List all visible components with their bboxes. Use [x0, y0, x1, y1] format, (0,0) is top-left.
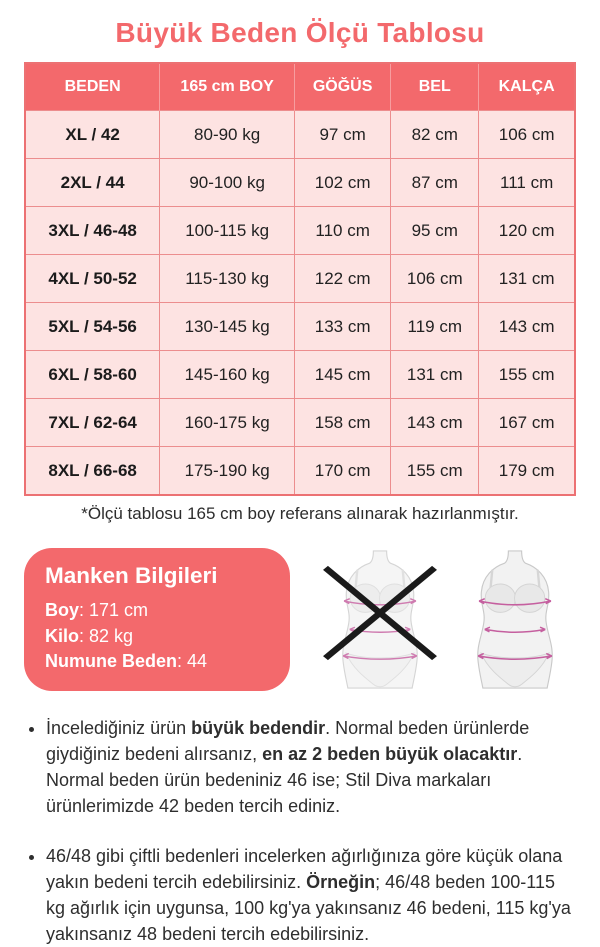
- value-cell: 131 cm: [391, 351, 479, 399]
- value-cell: 160-175 kg: [160, 399, 295, 447]
- value-cell: 145-160 kg: [160, 351, 295, 399]
- header-row: [25, 63, 575, 111]
- value-cell: 122 cm: [295, 255, 391, 303]
- value-cell: 167 cm: [479, 399, 575, 447]
- table-row: [25, 399, 575, 447]
- table-row: [25, 351, 575, 399]
- table-row: [25, 207, 575, 255]
- size-cell: 3XL / 46-48: [25, 207, 160, 255]
- size-cell: XL / 42: [25, 111, 160, 159]
- value-cell: 143 cm: [391, 399, 479, 447]
- value-cell: 155 cm: [479, 351, 575, 399]
- size-cell: 6XL / 58-60: [25, 351, 160, 399]
- note-item-sizing: • İncelediğiniz ürün büyük bedendir. Normal beden ürünlerde giydiğiniz bedeni alırsanız, en az 2 beden büyük olacaktır. Normal beden ürün bedeniniz 46 ise; Stil Diva markaları ürünlerimizde 42 beden tercih ediniz.: [46, 715, 572, 819]
- value-cell: 100-115 kg: [160, 207, 295, 255]
- model-sample-size: Numune Beden: 44: [45, 651, 208, 672]
- value-cell: 130-145 kg: [160, 303, 295, 351]
- size-cell: 5XL / 54-56: [25, 303, 160, 351]
- column-header: BEL: [391, 63, 479, 111]
- figure-illustrations: [330, 549, 576, 689]
- value-cell: 133 cm: [295, 303, 391, 351]
- model-height: Boy: 171 cm: [45, 600, 149, 620]
- value-cell: 119 cm: [391, 303, 479, 351]
- value-cell: 120 cm: [479, 207, 575, 255]
- table-row: [25, 303, 575, 351]
- value-cell: 115-130 kg: [160, 255, 295, 303]
- value-cell: 97 cm: [295, 111, 391, 159]
- size-table-body: [25, 111, 575, 496]
- body-measurement-figure-icon: [458, 549, 572, 689]
- table-row: [25, 111, 575, 159]
- value-cell: 155 cm: [391, 447, 479, 496]
- value-cell: 175-190 kg: [160, 447, 295, 496]
- model-info-title: Manken Bilgileri: [45, 563, 218, 588]
- size-cell: 2XL / 44: [25, 159, 160, 207]
- value-cell: 145 cm: [295, 351, 391, 399]
- value-cell: 102 cm: [295, 159, 391, 207]
- value-cell: 131 cm: [479, 255, 575, 303]
- table-row: [25, 255, 575, 303]
- value-cell: 90-100 kg: [160, 159, 295, 207]
- model-info-section: [24, 548, 576, 691]
- note-item-double-sizes: • 46/48 gibi çiftli bedenleri incelerken ağırlığınıza göre küçük olana yakın bedeni tercih edebilirsiniz. Örneğin; 46/48 beden 100-115 kg ağırlık için uygunsa, 100 kg'ya yakınsanız 46 bedeni, 115 kg'ya yakınsanız 48 bedeni tercih edebilirsiniz.: [46, 843, 572, 947]
- column-header: KALÇA: [479, 63, 575, 111]
- size-table: [24, 62, 576, 496]
- table-row: [25, 159, 575, 207]
- size-table-header: [25, 63, 575, 111]
- x-mark-icon: [322, 565, 438, 661]
- value-cell: 170 cm: [295, 447, 391, 496]
- value-cell: 111 cm: [479, 159, 575, 207]
- column-header: 165 cm BOY: [160, 63, 295, 111]
- column-header: GÖĞÜS: [295, 63, 391, 111]
- value-cell: 179 cm: [479, 447, 575, 496]
- model-info-card: [24, 548, 290, 691]
- table-row: [25, 447, 575, 496]
- wrong-size-figure: [330, 549, 430, 689]
- table-footnote: *Ölçü tablosu 165 cm boy referans alınarak hazırlanmıştır.: [81, 504, 519, 523]
- value-cell: 87 cm: [391, 159, 479, 207]
- value-cell: 110 cm: [295, 207, 391, 255]
- value-cell: 106 cm: [479, 111, 575, 159]
- value-cell: 143 cm: [479, 303, 575, 351]
- value-cell: 80-90 kg: [160, 111, 295, 159]
- model-weight: Kilo: 82 kg: [45, 625, 134, 646]
- size-cell: 8XL / 66-68: [25, 447, 160, 496]
- size-cell: 4XL / 50-52: [25, 255, 160, 303]
- value-cell: 95 cm: [391, 207, 479, 255]
- measured-figure: [458, 549, 572, 689]
- value-cell: 158 cm: [295, 399, 391, 447]
- column-header: BEDEN: [25, 63, 160, 111]
- size-cell: 7XL / 62-64: [25, 399, 160, 447]
- notes-list: [28, 715, 572, 947]
- value-cell: 106 cm: [391, 255, 479, 303]
- page-title: Büyük Beden Ölçü Tablosu: [115, 17, 485, 48]
- value-cell: 82 cm: [391, 111, 479, 159]
